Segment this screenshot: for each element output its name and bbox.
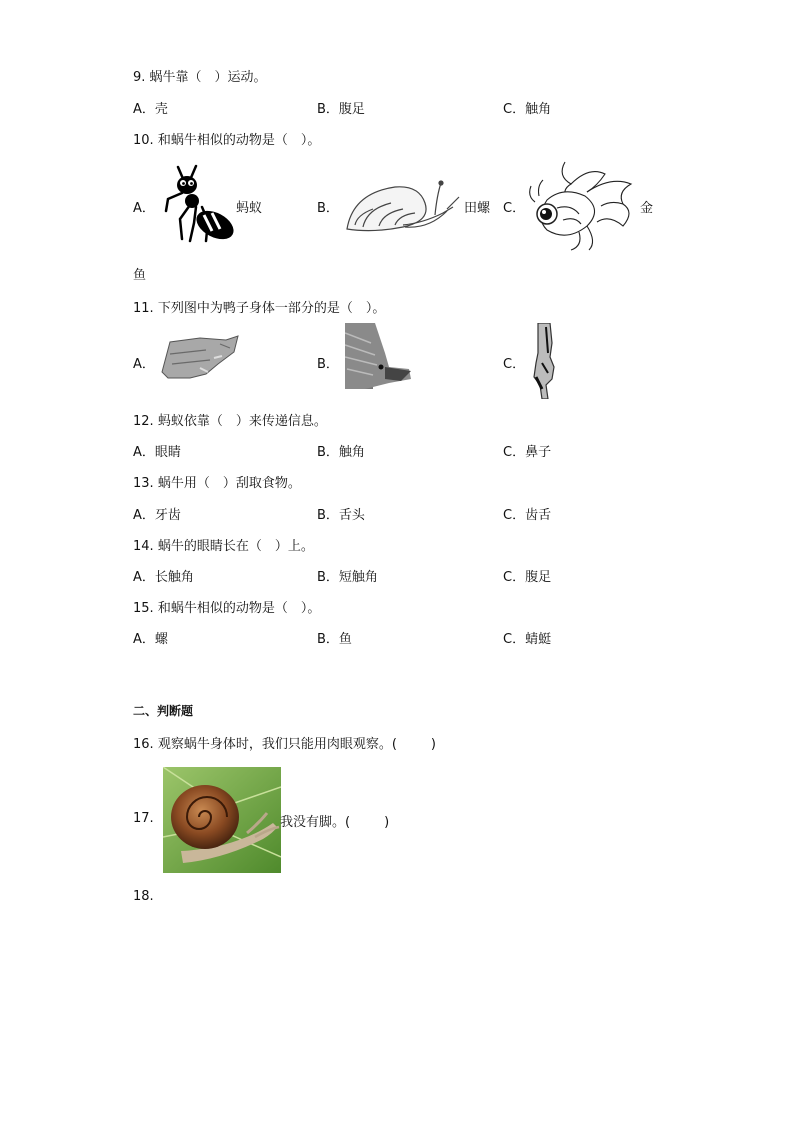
- options-9: [133, 98, 693, 118]
- bird-head-image: [345, 323, 411, 389]
- option-a[interactable]: A．长触角: [133, 570, 194, 585]
- question-13: [133, 472, 301, 491]
- option-a[interactable]: A．壳: [133, 102, 168, 117]
- question-text: 蜗牛靠（ ）运动。: [149, 70, 267, 85]
- goldfish-image: [527, 156, 639, 252]
- question-14: [133, 535, 314, 554]
- question-number: 9.: [133, 70, 146, 85]
- question-text: 和蜗牛相似的动物是（ ）。: [157, 601, 321, 616]
- question-text: 蜗牛用（ ）刮取食物。: [157, 476, 301, 491]
- question-number: 16.: [133, 737, 154, 752]
- option-a-caption: 蚂蚁: [236, 201, 263, 216]
- ant-image: [160, 163, 236, 243]
- question-close: ): [430, 737, 436, 752]
- option-c[interactable]: C．蜻蜓: [503, 632, 552, 647]
- question-10: [133, 129, 320, 148]
- option-b-caption: 田螺: [464, 201, 491, 216]
- question-number: 12.: [133, 414, 154, 429]
- snail-photo: [163, 767, 281, 873]
- question-text: 下列图中为鸭子身体一部分的是（ ）。: [157, 301, 386, 316]
- question-17-number: 17.: [133, 811, 154, 826]
- option-b[interactable]: B．腹足: [317, 102, 365, 117]
- option-c-caption: 金: [640, 201, 654, 216]
- question-11: [133, 297, 385, 316]
- options-12: [133, 441, 693, 461]
- option-c[interactable]: C．腹足: [503, 570, 552, 585]
- option-a[interactable]: A．: [133, 201, 155, 216]
- option-c[interactable]: C．: [503, 201, 526, 216]
- options-14: [133, 566, 693, 586]
- option-a[interactable]: A．螺: [133, 632, 168, 647]
- question-close: ): [384, 815, 390, 830]
- option-b[interactable]: B．鱼: [317, 632, 352, 647]
- option-b[interactable]: B．触角: [317, 445, 365, 460]
- question-text: 观察蜗牛身体时，我们只能用肉眼观察。(: [157, 737, 397, 752]
- question-number: 15.: [133, 601, 154, 616]
- question-9: [133, 66, 267, 85]
- field-snail-image: [343, 179, 461, 235]
- option-c[interactable]: C．齿舌: [503, 508, 552, 523]
- question-text: 蚂蚁依靠（ ）来传递信息。: [157, 414, 327, 429]
- question-number: 13.: [133, 476, 154, 491]
- question-17: [280, 811, 389, 830]
- section-title: 二、判断题: [133, 704, 194, 718]
- question-number: 11.: [133, 301, 154, 316]
- option-b[interactable]: B．舌头: [317, 508, 365, 523]
- option-b[interactable]: B．: [317, 201, 339, 216]
- question-15: [133, 597, 320, 616]
- option-c[interactable]: C．触角: [503, 102, 552, 117]
- question-12: [133, 410, 327, 429]
- option-a[interactable]: A．: [133, 357, 155, 372]
- question-16: [133, 733, 436, 752]
- option-b[interactable]: B．: [317, 357, 339, 372]
- animal-leg-image: [532, 323, 556, 399]
- question-number: 14.: [133, 539, 154, 554]
- question-text: 和蜗牛相似的动物是（ ）。: [157, 133, 321, 148]
- options-15: [133, 628, 693, 648]
- option-c[interactable]: C．鼻子: [503, 445, 552, 460]
- option-c-caption-wrap: 鱼: [133, 268, 147, 283]
- question-number: 10.: [133, 133, 154, 148]
- option-a[interactable]: A．眼睛: [133, 445, 181, 460]
- option-c[interactable]: C．: [503, 357, 526, 372]
- duck-foot-image: [160, 334, 240, 380]
- options-13: [133, 504, 693, 524]
- option-b[interactable]: B．短触角: [317, 570, 378, 585]
- question-text: 蜗牛的眼睛长在（ ）上。: [157, 539, 314, 554]
- option-a[interactable]: A．牙齿: [133, 508, 181, 523]
- question-18-number: 18.: [133, 889, 154, 904]
- question-text: 我没有脚。(: [280, 815, 351, 830]
